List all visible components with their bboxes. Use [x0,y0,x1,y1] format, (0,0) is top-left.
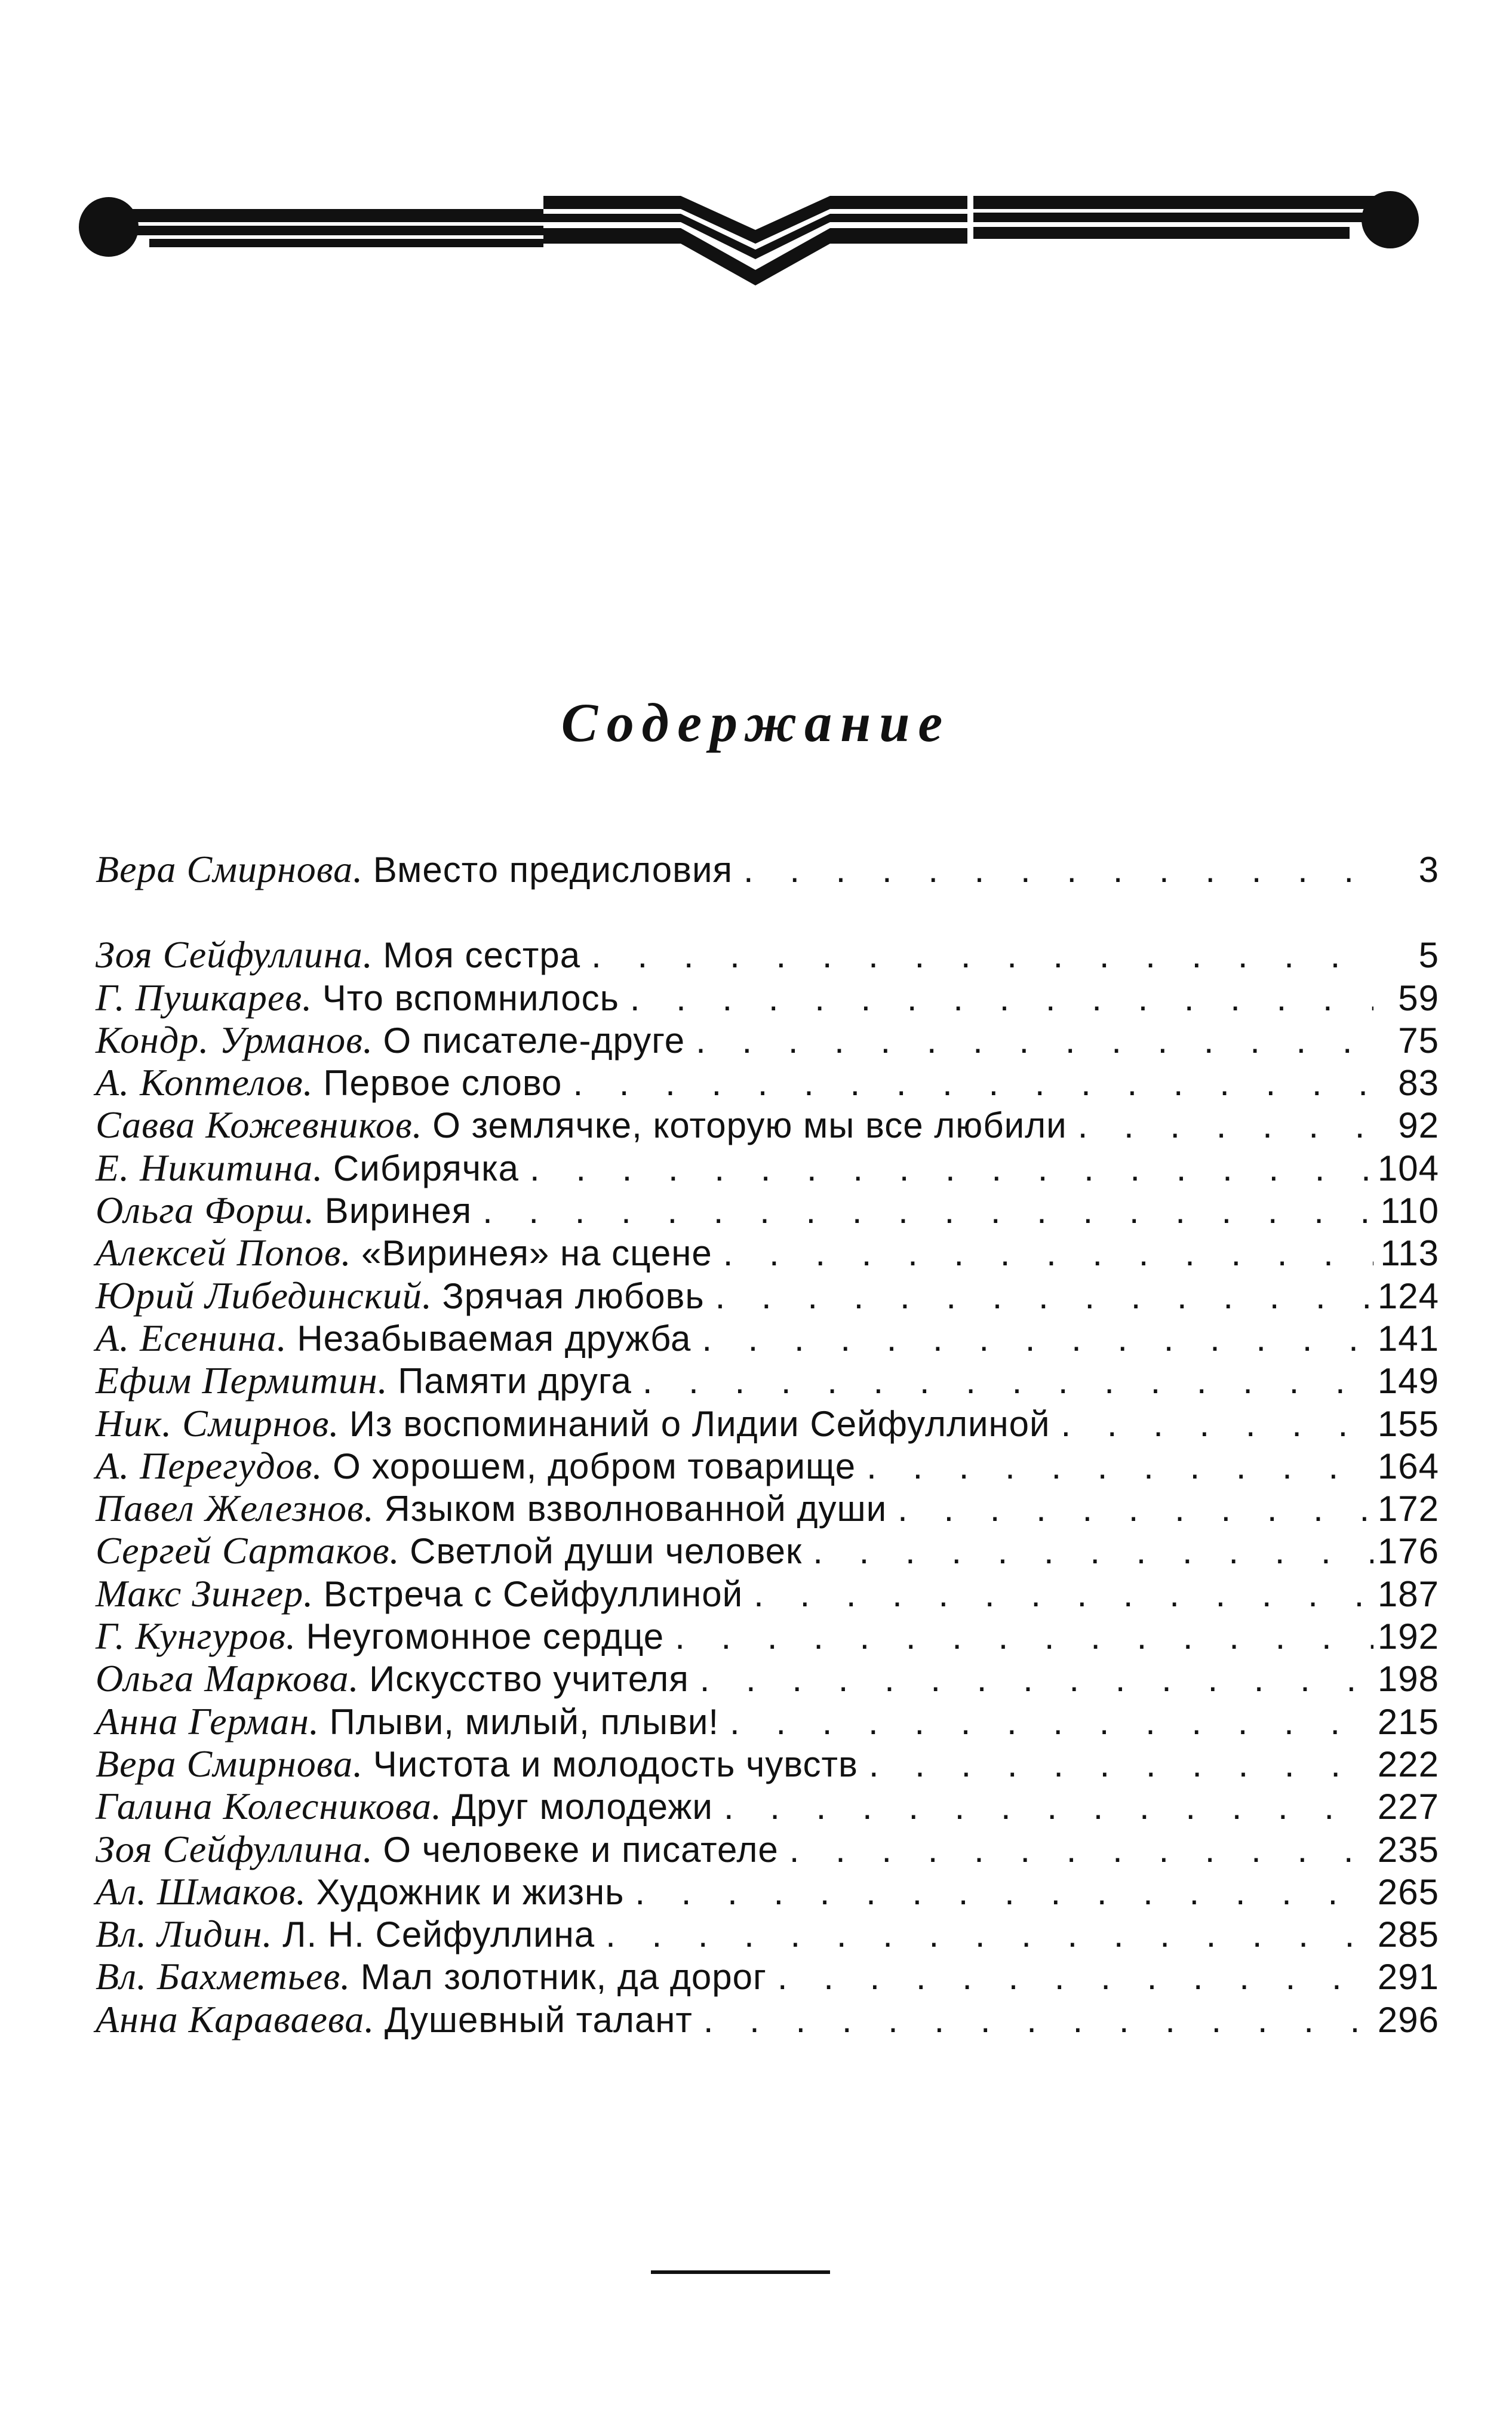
toc-entry [96,1529,1439,1572]
toc-entry [96,1274,1439,1317]
leader-dots [685,1019,1373,1062]
toc-title: Искусство учителя [369,1659,689,1700]
toc-page-number: 149 [1377,1361,1439,1402]
toc-author: Юрий Либединский. [96,1274,432,1317]
toc-author: Галина Колесникова. [96,1785,442,1828]
toc-page-number: 75 [1398,1020,1439,1061]
toc-author: Вл. Бахметьев. [96,1955,351,1998]
toc-entry [96,1402,1439,1445]
toc-title: Зрячая любовь [442,1276,705,1316]
toc-entry [96,1955,1439,1997]
toc-page-number: 92 [1398,1105,1439,1146]
toc-entry [96,1742,1439,1785]
leader-dots [689,1658,1373,1700]
toc-title: «Виринея» на сцене [361,1233,712,1274]
toc-author: Зоя Сейфуллина. [96,1827,373,1870]
leader-dots [580,934,1373,976]
toc-author: Вера Смирнова. [96,1742,364,1785]
leader-dots [856,1445,1373,1488]
toc-title: Виринея [324,1191,472,1231]
toc-entry [96,1104,1439,1146]
table-of-contents [96,848,1439,2040]
toc-entry [96,1445,1439,1487]
toc-author: Ник. Смирнов. [96,1402,340,1445]
toc-entry [96,1828,1439,1870]
leader-dots [632,1360,1373,1402]
leader-dots [472,1190,1373,1232]
toc-entry [96,1147,1439,1189]
toc-author: Ефим Пермитин. [96,1359,388,1402]
leader-dots [887,1488,1373,1530]
toc-page-number: 235 [1377,1829,1439,1870]
toc-title: Друг молодежи [451,1787,713,1827]
toc-author: Ольга Форш. [96,1189,315,1232]
toc-author: Г. Пушкарев. [96,976,313,1019]
toc-author: Е. Никитина. [96,1146,324,1189]
toc-author: Анна Караваева. [96,1997,375,2040]
toc-author: А. Есенина. [96,1316,287,1359]
toc-author: А. Коптелов. [96,1061,314,1104]
toc-entry [96,1615,1439,1657]
toc-page-number: 227 [1377,1787,1439,1827]
toc-entry [96,1359,1439,1402]
toc-author: Савва Кожевников. [96,1104,423,1147]
leader-dots [519,1147,1373,1190]
toc-entry [96,1870,1439,1913]
header-ornament [78,185,1421,293]
toc-entry [96,1785,1439,1827]
toc-author: Макс Зингер. [96,1572,314,1615]
toc-title: Что вспомнилось [322,978,619,1018]
toc-page-number: 124 [1377,1276,1439,1316]
leader-dots [624,1871,1373,1913]
leader-dots [743,1573,1373,1615]
toc-entry [96,976,1439,1019]
toc-page-number: 104 [1377,1148,1439,1188]
leader-dots [802,1530,1373,1572]
toc-entry [96,1231,1439,1274]
toc-page-number: 3 [1418,850,1439,890]
toc-page-number: 265 [1377,1871,1439,1912]
toc-entry [96,1189,1439,1231]
toc-author: Вл. Лидин. [96,1913,273,1956]
toc-title: Первое слово [323,1063,563,1104]
leader-dots [691,1317,1373,1360]
leader-dots [1050,1403,1373,1445]
toc-title: О хорошем, добром товарище [333,1446,856,1486]
toc-author: А. Перегудов. [96,1444,323,1487]
toc-title: Памяти друга [398,1361,632,1402]
toc-title: О человеке и писателе [383,1829,779,1870]
leader-dots [767,1956,1373,1998]
toc-author: Зоя Сейфуллина. [96,933,373,976]
toc-page-number: 172 [1377,1489,1439,1529]
toc-title: Языком взволнованной души [384,1489,887,1529]
leader-dots [712,1232,1373,1274]
leader-dots [619,977,1373,1019]
toc-page-number: 83 [1398,1063,1439,1104]
toc-author: Ал. Шмаков. [96,1870,306,1913]
toc-page-number: 291 [1377,1957,1439,1997]
toc-author: Кондр. Урманов. [96,1018,373,1061]
leader-dots [858,1743,1373,1785]
toc-author: Ольга Маркова. [96,1657,359,1700]
toc-title: Незабываемая дружба [297,1318,692,1359]
toc-page-number: 296 [1377,1999,1439,2040]
toc-entry [96,1998,1439,2040]
toc-entry-preface [96,848,1439,890]
leader-dots [733,849,1373,891]
toc-title: Чистота и молодость чувств [373,1744,858,1784]
toc-title: Душевный талант [384,1999,693,2040]
toc-page-number: 222 [1377,1744,1439,1784]
toc-page-number: 113 [1380,1233,1439,1274]
toc-page-number: 59 [1398,978,1439,1018]
toc-entry [96,1657,1439,1700]
toc-author: Павел Железнов. [96,1487,374,1530]
toc-title: Из воспоминаний о Лидии Сейфуллиной [349,1403,1050,1444]
toc-title: О писателе-друге [383,1020,686,1061]
toc-title: Сибирячка [333,1148,519,1188]
toc-page-number: 176 [1377,1531,1439,1572]
toc-entry [96,1061,1439,1104]
leader-dots [713,1785,1373,1828]
toc-page-number: 285 [1377,1914,1439,1955]
toc-entry [96,1572,1439,1615]
toc-page-number: 141 [1377,1318,1439,1359]
toc-title: Светлой души человек [410,1531,803,1572]
toc-title: Встреча с Сейфуллиной [323,1574,743,1614]
toc-page-number: 164 [1377,1446,1439,1486]
page-title: Содержание [561,692,951,753]
toc-page-number: 215 [1377,1701,1439,1742]
leader-dots [693,1999,1373,2041]
toc-page-number: 192 [1377,1616,1439,1657]
toc-page-number: 5 [1418,935,1439,976]
toc-author: Г. Кунгуров. [96,1615,296,1658]
toc-entry [96,1700,1439,1742]
leader-dots [719,1701,1373,1743]
leader-dots [562,1062,1373,1104]
toc-page-number: 187 [1377,1574,1439,1614]
toc-author: Анна Герман. [96,1700,319,1742]
toc-entry [96,1317,1439,1359]
toc-page-number: 110 [1380,1191,1439,1231]
leader-dots [779,1828,1373,1871]
toc-page-number: 198 [1377,1659,1439,1700]
toc-author: Алексей Попов. [96,1231,352,1274]
leader-dots [705,1275,1373,1317]
toc-title: Л. Н. Сейфуллина [282,1914,595,1955]
toc-page-number: 155 [1377,1403,1439,1444]
toc-entry [96,1019,1439,1061]
leader-dots [595,1913,1373,1956]
end-rule [651,2270,830,2274]
leader-dots [1067,1104,1373,1147]
toc-entry [96,933,1439,976]
toc-author: Сергей Сартаков. [96,1529,400,1572]
toc-title: Моя сестра [383,935,581,976]
toc-entry [96,1913,1439,1955]
toc-list [96,933,1439,2040]
toc-title: Плыви, милый, плыви! [329,1701,720,1742]
toc-title: Вместо предисловия [373,850,733,890]
toc-entry [96,1487,1439,1529]
leader-dots [664,1615,1373,1658]
toc-title: Художник и жизнь [316,1871,625,1912]
toc-author: Вера Смирнова. [96,848,364,890]
toc-title: О землячке, которую мы все любили [432,1105,1067,1146]
toc-title: Мал золотник, да дорог [360,1957,767,1997]
toc-title: Неугомонное сердце [306,1616,665,1657]
